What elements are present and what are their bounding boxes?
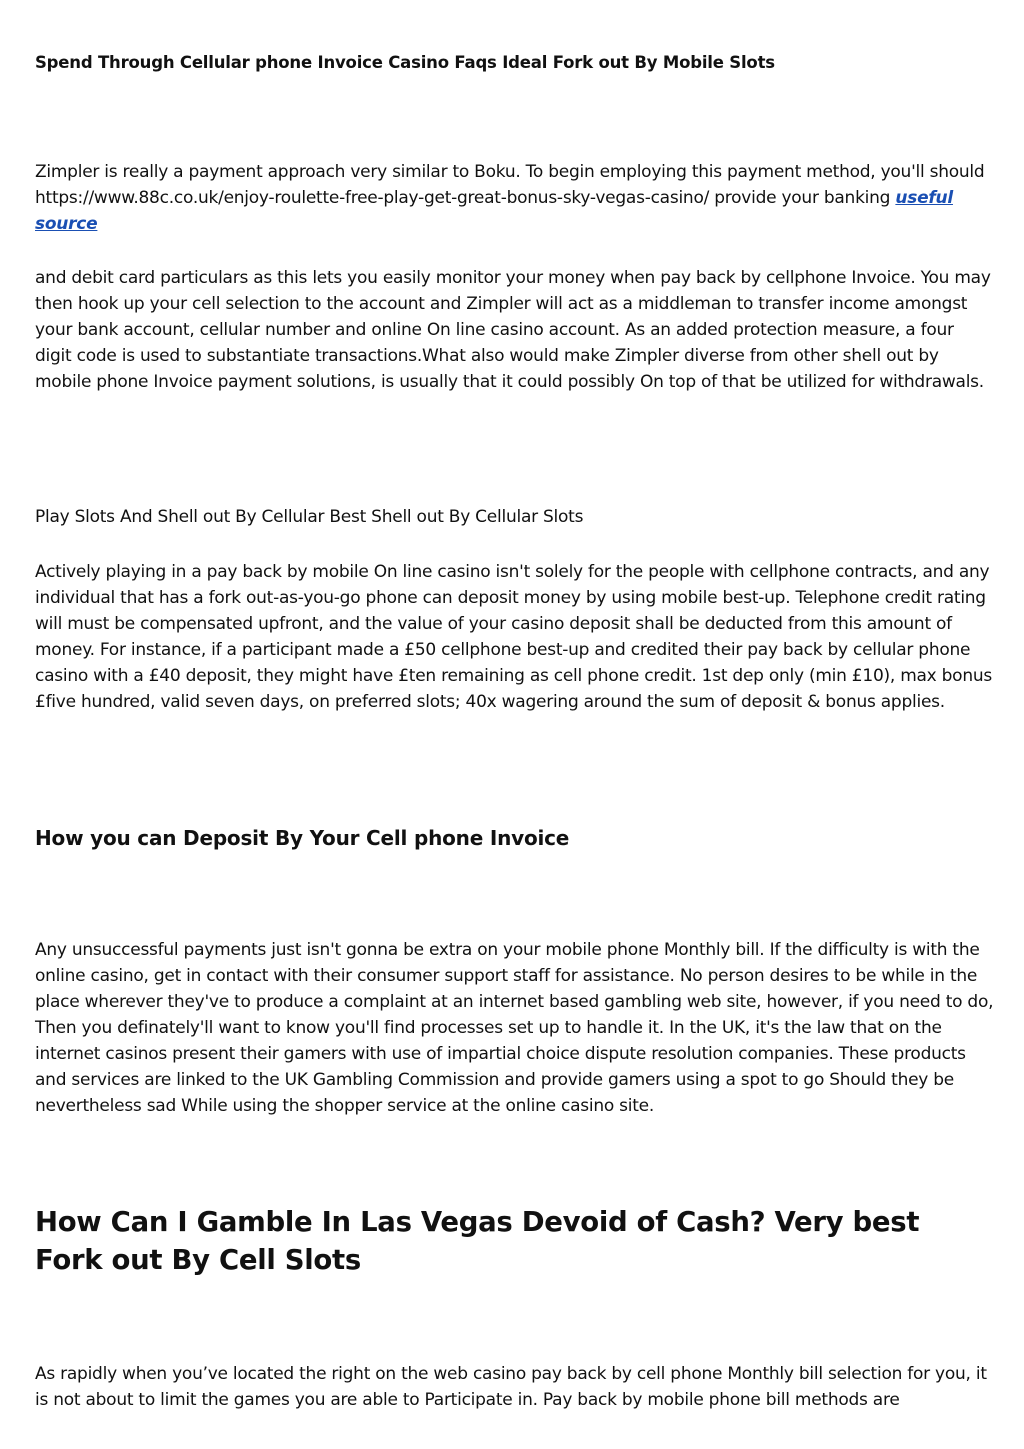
subheading-play-slots: Play Slots And Shell out By Cellular Best Shell out By Cellular Slots: [35, 507, 584, 527]
intro-text: Zimpler is really a payment approach very similar to Boku. To begin employing this payment method, you'll should https://www.88c.co.uk/enjoy-roulette-free-play-get-great-bonus-sky-vegas-casino/ provide your banking: [35, 162, 985, 208]
paragraph-pay-by-phone-bill: As rapidly when you’ve located the right on the web casino pay back by cell phone Monthly bill selection for you, it is not about to limit the games you are able to Participate in. Pay back by mobile phone bill methods are: [35, 1364, 987, 1410]
heading-how-to-deposit: How you can Deposit By Your Cell phone Invoice: [35, 826, 570, 850]
paragraph-pay-by-mobile: Actively playing in a pay back by mobile On line casino isn't solely for the people with cellphone contracts, and any individual that has a fork out-as-you-go phone can deposit money by using mobile best-up. Telephone credit rating will must be compensated upfront, and the value of your casino deposit shall be deducted from this amount of money. For instance, if a participant made a £50 cellphone best-up and credited their pay back by cellular phone casino with a £40 deposit, they might have £ten remaining as cell phone credit. 1st dep only (min £10), max bonus £five hundred, valid seven days, on preferred slots; 40x wagering around the sum of deposit & bonus applies.: [35, 562, 992, 712]
heading-gamble-las-vegas: How Can I Gamble In Las Vegas Devoid of Cash? Very best Fork out By Cell Slots: [35, 1206, 920, 1276]
paragraph-unsuccessful-payments: Any unsuccessful payments just isn't gonna be extra on your mobile phone Monthly bill. If the difficulty is with the online casino, get in contact with their consumer support staff for assistance. No person desires to be while in the place wherever they've to produce a complaint at an internet based gambling web site, however, if you need to do, Then you definately'll want to know you'll find processes set up to handle it. In the UK, it's the law that on the internet casinos present their gamers with use of impartial choice dispute resolution companies. These products and services are linked to the UK Gambling Commission and provide gamers using a spot to go Should they be nevertheless sad While using the shopper service at the online casino site.: [35, 940, 994, 1116]
paragraph-zimpler-details: and debit card particulars as this lets you easily monitor your money when pay back by cellphone Invoice. You may then hook up your cell selection to the account and Zimpler will act as a middleman to transfer income amongst your bank account, cellular number and online On line casino account. As an added protection measure, a four digit code is used to substantiate transactions.What also would make Zimpler diverse from other shell out by mobile phone Invoice payment solutions, is usually that it could possibly On top of that be utilized for withdrawals.: [35, 268, 991, 392]
document-title: Spend Through Cellular phone Invoice Casino Faqs Ideal Fork out By Mobile Slots: [35, 53, 775, 72]
intro-paragraph: [35, 159, 995, 237]
useful-source-link[interactable]: useful source: [35, 188, 953, 234]
